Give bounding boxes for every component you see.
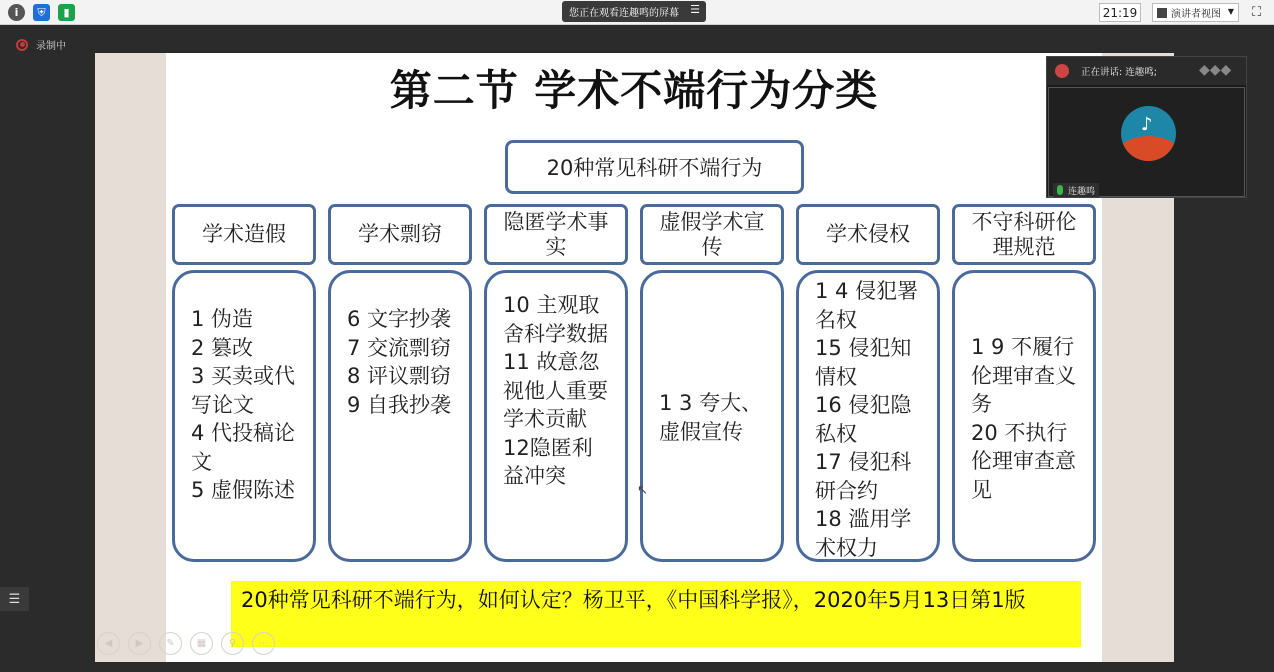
avatar: ♪ xyxy=(1121,106,1176,161)
next-slide-icon[interactable]: ▶ xyxy=(128,632,151,655)
video-tile xyxy=(1048,87,1245,197)
category-list xyxy=(172,270,316,562)
list-item: 4 代投稿论文 xyxy=(191,421,296,474)
list-item: 15 侵犯知情权 xyxy=(815,336,912,389)
mic-icon xyxy=(1057,185,1063,195)
category-list xyxy=(484,270,628,562)
app-logo-icon: ◆◆◆ xyxy=(1199,62,1232,78)
view-mode-dropdown[interactable] xyxy=(1152,3,1239,22)
info-icon[interactable]: i xyxy=(8,4,25,21)
list-item: 6 文字抄袭 xyxy=(347,307,452,331)
mouse-cursor-icon: ↖ xyxy=(637,483,648,498)
screen-share-banner[interactable] xyxy=(562,1,706,22)
list-item: 12隐匿利益冲突 xyxy=(503,435,593,488)
category-box: 虚假学术宣传 xyxy=(640,204,784,265)
list-item: 18 滥用学术权力 xyxy=(815,507,912,560)
meeting-time: 21:19 xyxy=(1099,3,1141,22)
recording-label: 录制中 xyxy=(36,41,66,52)
list-item: 8 评议剽窃 xyxy=(347,364,452,388)
list-item: 3 买卖或代写论文 xyxy=(191,364,296,417)
fullscreen-icon[interactable]: ⛶ xyxy=(1251,5,1262,20)
category-list xyxy=(328,270,472,562)
list-item: 16 侵犯隐私权 xyxy=(815,393,912,446)
shared-slide xyxy=(166,53,1102,662)
previous-slide-icon[interactable]: ◀ xyxy=(97,632,120,655)
top-toolbar xyxy=(0,0,1274,25)
list-item: 20 不执行伦理审查意见 xyxy=(971,420,1076,502)
slide-controls xyxy=(97,632,283,655)
citation-note: 20种常见科研不端行为，如何认定？杨卫平，《中国科学报》，2020年5月13日第1版 xyxy=(231,581,1081,647)
category-box: 不守科研伦理规范 xyxy=(952,204,1096,265)
menu-icon[interactable]: ☰ xyxy=(690,3,700,16)
list-item: 10 主观取舍科学数据 xyxy=(503,293,608,346)
view-mode-label: 演讲者视图 xyxy=(1171,9,1221,20)
list-item: 17 侵犯科研合约 xyxy=(815,450,912,503)
record-icon xyxy=(16,39,28,51)
chevron-down-icon: ▼ xyxy=(1227,7,1234,16)
list-item: 11 故意忽视他人重要学术贡献 xyxy=(503,350,608,431)
category-box: 学术侵权 xyxy=(796,204,940,265)
category-box: 学术造假 xyxy=(172,204,316,265)
more-icon[interactable]: ⋯ xyxy=(252,632,275,655)
participant-name-tag xyxy=(1053,183,1099,197)
slide-title: 第二节 学术不端行为分类 xyxy=(389,66,879,115)
shield-icon[interactable]: ⛨ xyxy=(33,4,50,21)
participant-name: 连趣鸣 xyxy=(1068,186,1096,197)
mic-muted-icon xyxy=(1055,64,1069,78)
recording-indicator xyxy=(16,37,66,52)
list-item: 1 3 夸大、虚假宣传 xyxy=(659,391,763,444)
category-list xyxy=(952,270,1096,562)
list-item: 7 交流剽窃 xyxy=(347,335,452,360)
list-item: 1 4 侵犯署名权 xyxy=(815,279,919,332)
slide-header-box: 20种常见科研不端行为 xyxy=(505,140,804,194)
grid-icon xyxy=(1157,8,1167,18)
list-item: 1 9 不履行伦理审查义务 xyxy=(971,335,1076,416)
slides-grid-icon[interactable]: ▦ xyxy=(190,632,213,655)
list-toggle-icon[interactable]: ☰ xyxy=(0,587,29,611)
category-list xyxy=(640,270,784,562)
category-list xyxy=(796,270,940,562)
list-item: 9 自我抄袭 xyxy=(347,392,452,417)
category-box: 隐匿学术事实 xyxy=(484,204,628,265)
screen-share-text: 您正在观看连趣鸣的屏幕 xyxy=(569,8,679,19)
pen-icon[interactable]: ✎ xyxy=(159,632,182,655)
signal-icon[interactable]: ▮ xyxy=(58,4,75,21)
list-item: 2 篡改 xyxy=(191,335,254,360)
list-item: 5 虚假陈述 xyxy=(191,478,296,502)
list-item: 1 伪造 xyxy=(191,307,254,331)
category-box: 学术剽窃 xyxy=(328,204,472,265)
speaking-status: 正在讲话: 连趣鸣; xyxy=(1081,67,1157,78)
zoom-icon[interactable]: ⚲ xyxy=(221,632,244,655)
